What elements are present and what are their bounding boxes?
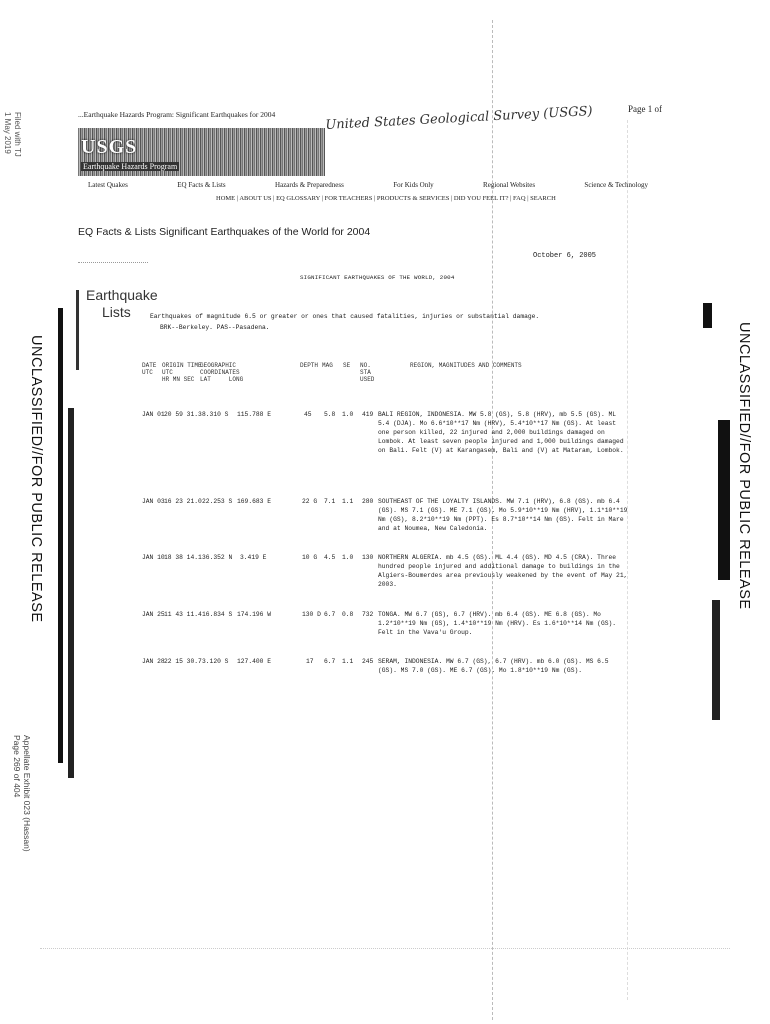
row-depth: 10 G (302, 554, 318, 561)
row-se: 1.1 (342, 498, 354, 505)
left-classification-banner: UNCLASSIFIED//FOR PUBLIC RELEASE (28, 335, 44, 623)
nav-latest-quakes[interactable]: Latest Quakes (88, 181, 128, 189)
row-time: 22 15 30.7 (164, 658, 202, 665)
nav-science[interactable]: Science & Technology (584, 181, 648, 189)
row-lat: 22.253 S (202, 498, 233, 505)
row-comment: NORTHERN ALGERIA. mb 4.5 (GS). ML 4.4 (GS). MD 4.5 (CRA). Three hundred people injured and additional damage to buildings in the Algiers-Boumerdes area previously weakened by the event of May 21, 2003. (378, 554, 628, 588)
row-time: 18 38 14.1 (164, 554, 202, 561)
row-se: 1.0 (342, 411, 354, 418)
row-comment: TONGA. MW 6.7 (GS), 6.7 (HRV). mb 6.4 (GS). ME 6.8 (GS). Mo 1.2*10**19 Nm (GS), 1.4*10**19 Nm (HRV). Es 1.6*10**14 Nm (GS). Felt in the Vava'u Group. (378, 611, 617, 636)
row-comment: SERAM, INDONESIA. MW 6.7 (GS), 6.7 (HRV). mb 6.0 (GS). MS 6.5 (GS). MS 7.0 (GS). ME 6.7 (GS). Mo 1.8*10**19 Nm (GS). (378, 658, 609, 674)
col-region: REGION, MAGNITUDES AND COMMENTS (410, 362, 522, 369)
col-depth: DEPTH (300, 362, 319, 369)
row-lat: 16.834 S (202, 611, 233, 618)
title-underline (78, 262, 148, 263)
row-sta: 280 (362, 498, 374, 505)
program-name: Earthquake Hazards Program (83, 162, 178, 171)
row-mag: 6.7 (324, 611, 336, 618)
top-links[interactable]: HOME | ABOUT US | EQ GLOSSARY | FOR TEACHERS | PRODUCTS & SERVICES | DID YOU FEEL IT? | FAQ | SEARCH (216, 195, 556, 202)
intro-text: Earthquakes of magnitude 6.5 or greater or ones that caused fatalities, injuries or substantial damage. (150, 313, 540, 320)
footer-noise-line (40, 948, 730, 949)
row-lon: 169.683 E (237, 498, 272, 505)
usgs-logo: USGS (81, 136, 138, 158)
row-lon: 3.419 E (240, 554, 267, 561)
row-mag: 4.5 (324, 554, 336, 561)
row-time: 11 43 11.4 (164, 611, 202, 618)
row-se: 1.0 (342, 554, 354, 561)
page-title: EQ Facts & Lists Significant Earthquakes of the World for 2004 (78, 226, 371, 238)
row-sta: 419 (362, 411, 374, 418)
page-of: Page 1 of (628, 104, 662, 114)
left-redaction-bar-3 (76, 290, 79, 370)
col-origin: ORIGIN TIME UTC HR MN SEC (162, 362, 202, 383)
report-date: October 6, 2005 (533, 252, 597, 260)
col-mag: MAG (322, 362, 333, 369)
filed-date: 1 May 2019 (3, 112, 12, 154)
left-redaction-bar-1 (58, 308, 63, 763)
row-se: 0.8 (342, 611, 354, 618)
handwritten-note: United States Geological Survey (USGS) (325, 104, 593, 133)
row-lon: 127.400 E (237, 658, 272, 665)
nav-kids[interactable]: For Kids Only (393, 181, 434, 189)
row-date: JAN 10 (142, 554, 165, 561)
row-comment: BALI REGION, INDONESIA. MW 5.8 (GS), 5.8 (HRV), mb 5.5 (GS). ML 5.4 (DJA). Mo 6.6*10**17 Nm (HRV), 5.4*10**17 Nm (GS). At least one person killed, 22 injured and 2,000 buildings damaged on Lombok. At least seven people injured and 1,000 buildings damaged on Bali. Felt (V) at Karangasem, Bali and (V) at Mataram, Lombok. (378, 411, 624, 454)
row-depth: 22 G (302, 498, 318, 505)
sidebar-title-line2: Lists (102, 304, 131, 320)
right-redaction-bar-3 (712, 600, 720, 720)
row-depth: 45 (304, 411, 312, 418)
row-depth: 130 D (302, 611, 321, 618)
exhibit-page: Page 269 of 404 (12, 735, 22, 798)
row-lat: 8.310 S (202, 411, 229, 418)
exhibit-label: Appellate Exhibit 023 (Hassan) (22, 735, 32, 852)
right-redaction-bar-2 (718, 420, 730, 580)
row-se: 1.1 (342, 658, 354, 665)
col-se: SE (343, 362, 351, 369)
nav-regional[interactable]: Regional Websites (483, 181, 536, 189)
row-comment: SOUTHEAST OF THE LOYALTY ISLANDS. MW 7.1 (HRV), 6.8 (GS). mb 6.4 (GS). MS 7.1 (GS). ME 7.1 (GS). Mo 5.9*10**19 Nm (HRV), 1.1*10**19 Nm (GS), 8.2*10**19 Nm (PPT). Es 8.7*10**14 Nm (GS). Felt in Mare and at Noumea, New Caledonia. (378, 498, 628, 532)
right-classification-banner: UNCLASSIFIED//FOR PUBLIC RELEASE (736, 322, 752, 610)
right-redaction-bar-1 (703, 303, 712, 328)
row-lon: 115.788 E (237, 411, 272, 418)
row-depth: 17 (306, 658, 314, 665)
col-no-sta: NO. STA USED (360, 362, 375, 383)
row-lon: 174.196 W (237, 611, 272, 618)
col-date: DATE UTC (142, 362, 157, 376)
row-time: 20 59 31.3 (164, 411, 202, 418)
col-coords: GEOGRAPHIC COORDINATES LAT LONG (200, 362, 244, 383)
filed-with-label: Filed with TJ (13, 112, 22, 157)
row-lat: 36.352 N (202, 554, 233, 561)
row-mag: 6.7 (324, 658, 336, 665)
row-time: 16 23 21.0 (164, 498, 202, 505)
row-lat: 3.120 S (202, 658, 229, 665)
nav-eq-facts[interactable]: EQ Facts & Lists (177, 181, 226, 189)
nav-hazards[interactable]: Hazards & Preparedness (275, 181, 344, 189)
row-mag: 7.1 (324, 498, 336, 505)
intro-abbrev: BRK--Berkeley. PAS--Pasadena. (160, 324, 270, 331)
row-date: JAN 03 (142, 498, 165, 505)
left-redaction-bar-2 (68, 408, 74, 778)
row-mag: 5.8 (324, 411, 336, 418)
row-sta: 732 (362, 611, 374, 618)
main-nav (88, 181, 648, 189)
sidebar-title-line1: Earthquake (86, 287, 158, 303)
row-date: JAN 01 (142, 411, 165, 418)
row-date: JAN 28 (142, 658, 165, 665)
row-sta: 130 (362, 554, 374, 561)
row-date: JAN 25 (142, 611, 165, 618)
browser-title: ...Earthquake Hazards Program: Significant Earthquakes for 2004 (78, 110, 276, 119)
row-sta: 245 (362, 658, 374, 665)
report-heading: SIGNIFICANT EARTHQUAKES OF THE WORLD, 2004 (300, 274, 455, 281)
usgs-banner (78, 128, 325, 176)
